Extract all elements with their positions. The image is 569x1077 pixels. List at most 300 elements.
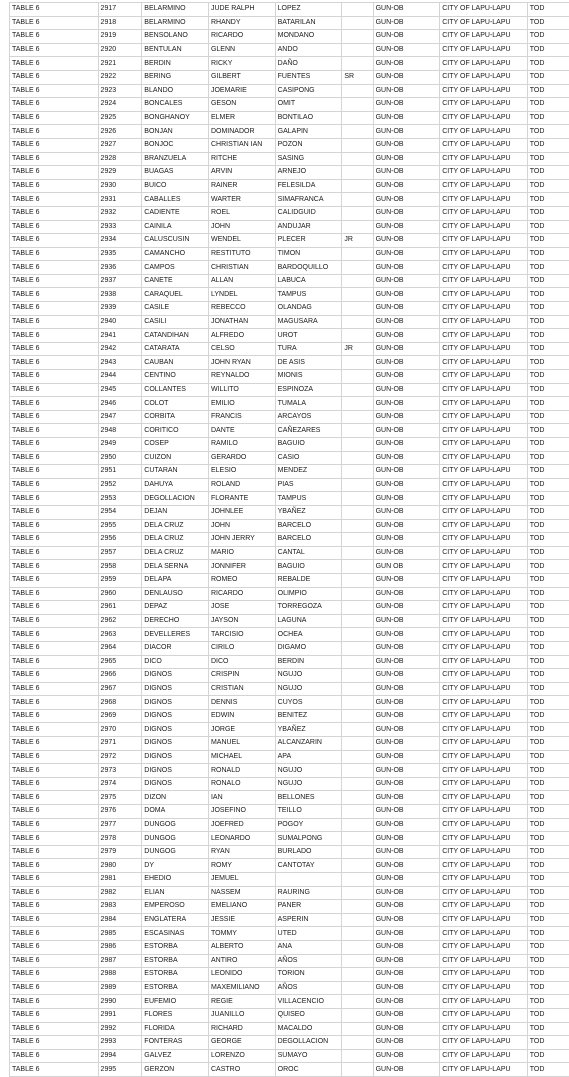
first-name-cell: LEONIDO (208, 968, 275, 982)
table-cell: TABLE 6 (10, 859, 99, 873)
first-name-cell: TARCISIO (208, 628, 275, 642)
last-name-cell: CAMANCHO (142, 247, 209, 261)
city-cell: CITY OF LAPU-LAPU (440, 832, 528, 846)
truncated-cell: TOD (527, 30, 569, 44)
truncated-cell: TOD (527, 492, 569, 506)
category-cell: GUN-OB (373, 370, 440, 384)
last-name-cell: EUFEMIO (142, 995, 209, 1009)
number-cell: 2941 (98, 329, 142, 343)
city-cell: CITY OF LAPU-LAPU (440, 954, 528, 968)
table-cell: TABLE 6 (10, 587, 99, 601)
table-cell: TABLE 6 (10, 764, 99, 778)
city-cell: CITY OF LAPU-LAPU (440, 397, 528, 411)
truncated-cell: TOD (527, 465, 569, 479)
table-row (10, 302, 569, 316)
category-cell: GUN-OB (373, 587, 440, 601)
table-row (10, 179, 569, 193)
table-row (10, 383, 569, 397)
category-cell: GUN-OB (373, 641, 440, 655)
table-cell: TABLE 6 (10, 1063, 99, 1077)
city-cell: CITY OF LAPU-LAPU (440, 302, 528, 316)
first-name-cell: RAINER (208, 179, 275, 193)
category-cell: GUN-OB (373, 274, 440, 288)
category-cell: GUN-OB (373, 111, 440, 125)
category-cell: GUN-OB (373, 737, 440, 751)
table-row (10, 601, 569, 615)
truncated-cell: TOD (527, 370, 569, 384)
number-cell: 2984 (98, 913, 142, 927)
table-row (10, 533, 569, 547)
middle-name-cell: FUENTES (275, 70, 342, 84)
city-cell: CITY OF LAPU-LAPU (440, 478, 528, 492)
last-name-cell: CORBITA (142, 410, 209, 424)
table-cell: TABLE 6 (10, 451, 99, 465)
truncated-cell: TOD (527, 206, 569, 220)
number-cell: 2971 (98, 737, 142, 751)
first-name-cell: DANTE (208, 424, 275, 438)
category-cell: GUN-OB (373, 43, 440, 57)
table-cell: TABLE 6 (10, 98, 99, 112)
truncated-cell: TOD (527, 940, 569, 954)
suffix-cell (342, 492, 373, 506)
middle-name-cell: ASPERIN (275, 913, 342, 927)
first-name-cell: CELSO (208, 342, 275, 356)
category-cell: GUN-OB (373, 968, 440, 982)
category-cell: GUN-OB (373, 696, 440, 710)
table-row (10, 410, 569, 424)
category-cell: GUN-OB (373, 152, 440, 166)
truncated-cell: TOD (527, 628, 569, 642)
suffix-cell (342, 424, 373, 438)
last-name-cell: DUNGOG (142, 818, 209, 832)
last-name-cell: DAHUYA (142, 478, 209, 492)
table-row (10, 1049, 569, 1063)
table-cell: TABLE 6 (10, 805, 99, 819)
middle-name-cell: TORREGOZA (275, 601, 342, 615)
table-cell: TABLE 6 (10, 261, 99, 275)
city-cell: CITY OF LAPU-LAPU (440, 342, 528, 356)
table-cell: TABLE 6 (10, 125, 99, 139)
number-cell: 2934 (98, 234, 142, 248)
city-cell: CITY OF LAPU-LAPU (440, 193, 528, 207)
first-name-cell: RONALO (208, 777, 275, 791)
table-row (10, 995, 569, 1009)
category-cell: GUN-OB (373, 220, 440, 234)
category-cell: GUN-OB (373, 1022, 440, 1036)
last-name-cell: DIACOR (142, 641, 209, 655)
number-cell: 2922 (98, 70, 142, 84)
city-cell: CITY OF LAPU-LAPU (440, 655, 528, 669)
number-cell: 2967 (98, 682, 142, 696)
middle-name-cell: MAGUSARA (275, 315, 342, 329)
suffix-cell (342, 682, 373, 696)
last-name-cell: DEPAZ (142, 601, 209, 615)
last-name-cell: ESTORBA (142, 968, 209, 982)
first-name-cell: ROMEO (208, 573, 275, 587)
city-cell: CITY OF LAPU-LAPU (440, 628, 528, 642)
suffix-cell (342, 954, 373, 968)
city-cell: CITY OF LAPU-LAPU (440, 98, 528, 112)
first-name-cell: JONNIFER (208, 560, 275, 574)
category-cell: GUN-OB (373, 397, 440, 411)
city-cell: CITY OF LAPU-LAPU (440, 274, 528, 288)
last-name-cell: CALUSCUSIN (142, 234, 209, 248)
last-name-cell: COLOT (142, 397, 209, 411)
table-cell: TABLE 6 (10, 818, 99, 832)
last-name-cell: CUTARAN (142, 465, 209, 479)
first-name-cell: CIRILO (208, 641, 275, 655)
table-row (10, 519, 569, 533)
middle-name-cell: BELLONES (275, 791, 342, 805)
last-name-cell: EMPEROSO (142, 900, 209, 914)
category-cell: GUN-OB (373, 927, 440, 941)
last-name-cell: ENGLATERA (142, 913, 209, 927)
number-cell: 2981 (98, 873, 142, 887)
last-name-cell: ESCASINAS (142, 927, 209, 941)
table-row (10, 573, 569, 587)
last-name-cell: GALVEZ (142, 1049, 209, 1063)
number-cell: 2919 (98, 30, 142, 44)
city-cell: CITY OF LAPU-LAPU (440, 492, 528, 506)
table-cell: TABLE 6 (10, 274, 99, 288)
city-cell: CITY OF LAPU-LAPU (440, 927, 528, 941)
last-name-cell: ESTORBA (142, 981, 209, 995)
number-cell: 2963 (98, 628, 142, 642)
city-cell: CITY OF LAPU-LAPU (440, 519, 528, 533)
category-cell: GUN-OB (373, 505, 440, 519)
number-cell: 2952 (98, 478, 142, 492)
truncated-cell: TOD (527, 791, 569, 805)
first-name-cell: CRISPIN (208, 669, 275, 683)
city-cell: CITY OF LAPU-LAPU (440, 16, 528, 30)
truncated-cell: TOD (527, 111, 569, 125)
suffix-cell (342, 465, 373, 479)
number-cell: 2978 (98, 832, 142, 846)
table-cell: TABLE 6 (10, 193, 99, 207)
suffix-cell (342, 614, 373, 628)
table-cell: TABLE 6 (10, 329, 99, 343)
city-cell: CITY OF LAPU-LAPU (440, 84, 528, 98)
suffix-cell (342, 315, 373, 329)
truncated-cell: TOD (527, 356, 569, 370)
category-cell: GUN-OB (373, 981, 440, 995)
table-cell: TABLE 6 (10, 315, 99, 329)
last-name-cell: DOMA (142, 805, 209, 819)
last-name-cell: FLORIDA (142, 1022, 209, 1036)
last-name-cell: DEVELLERES (142, 628, 209, 642)
middle-name-cell: CALIDGUID (275, 206, 342, 220)
first-name-cell: ELESIO (208, 465, 275, 479)
number-cell: 2955 (98, 519, 142, 533)
category-cell: GUN-OB (373, 138, 440, 152)
number-cell: 2958 (98, 560, 142, 574)
last-name-cell: CAUBAN (142, 356, 209, 370)
suffix-cell (342, 166, 373, 180)
suffix-cell (342, 247, 373, 261)
category-cell: GUN-OB (373, 166, 440, 180)
city-cell: CITY OF LAPU-LAPU (440, 709, 528, 723)
truncated-cell: TOD (527, 125, 569, 139)
suffix-cell (342, 3, 373, 17)
middle-name-cell: LAGUNA (275, 614, 342, 628)
category-cell: GUN-OB (373, 492, 440, 506)
suffix-cell (342, 16, 373, 30)
middle-name-cell: MENDEZ (275, 465, 342, 479)
middle-name-cell: TIMON (275, 247, 342, 261)
category-cell: GUN-OB (373, 723, 440, 737)
number-cell: 2926 (98, 125, 142, 139)
last-name-cell: DELA CRUZ (142, 546, 209, 560)
table-row (10, 125, 569, 139)
truncated-cell: TOD (527, 968, 569, 982)
truncated-cell: TOD (527, 533, 569, 547)
last-name-cell: BELARMINO (142, 3, 209, 17)
middle-name-cell: POGOY (275, 818, 342, 832)
suffix-cell (342, 764, 373, 778)
category-cell: GUN-OB (373, 478, 440, 492)
truncated-cell: TOD (527, 70, 569, 84)
middle-name-cell: NGUJO (275, 682, 342, 696)
suffix-cell (342, 601, 373, 615)
table-cell: TABLE 6 (10, 723, 99, 737)
suffix-cell (342, 478, 373, 492)
last-name-cell: DIZON (142, 791, 209, 805)
city-cell: CITY OF LAPU-LAPU (440, 587, 528, 601)
middle-name-cell: CAÑEZARES (275, 424, 342, 438)
table-row (10, 913, 569, 927)
city-cell: CITY OF LAPU-LAPU (440, 505, 528, 519)
first-name-cell: JORGE (208, 723, 275, 737)
first-name-cell: GEORGE (208, 1036, 275, 1050)
table-row (10, 274, 569, 288)
middle-name-cell: ANA (275, 940, 342, 954)
middle-name-cell: OROC (275, 1063, 342, 1077)
suffix-cell (342, 750, 373, 764)
city-cell: CITY OF LAPU-LAPU (440, 859, 528, 873)
table-row (10, 669, 569, 683)
middle-name-cell: REBALDE (275, 573, 342, 587)
truncated-cell: TOD (527, 274, 569, 288)
last-name-cell: FLORES (142, 1008, 209, 1022)
table-row (10, 30, 569, 44)
table-cell: TABLE 6 (10, 777, 99, 791)
last-name-cell: COSEP (142, 438, 209, 452)
last-name-cell: DICO (142, 655, 209, 669)
middle-name-cell: PANER (275, 900, 342, 914)
last-name-cell: ELIAN (142, 886, 209, 900)
table-cell: TABLE 6 (10, 438, 99, 452)
suffix-cell (342, 1063, 373, 1077)
category-cell: GUN-OB (373, 777, 440, 791)
table-row (10, 478, 569, 492)
last-name-cell: GERZON (142, 1063, 209, 1077)
suffix-cell (342, 179, 373, 193)
first-name-cell: JOHN (208, 519, 275, 533)
category-cell: GUN-OB (373, 125, 440, 139)
category-cell: GUN-OB (373, 1008, 440, 1022)
suffix-cell (342, 288, 373, 302)
category-cell: GUN-OB (373, 859, 440, 873)
middle-name-cell: PLECER (275, 234, 342, 248)
table-cell: TABLE 6 (10, 356, 99, 370)
truncated-cell: TOD (527, 57, 569, 71)
number-cell: 2932 (98, 206, 142, 220)
last-name-cell: CASILI (142, 315, 209, 329)
truncated-cell: TOD (527, 193, 569, 207)
table-cell: TABLE 6 (10, 111, 99, 125)
truncated-cell: TOD (527, 777, 569, 791)
category-cell: GUN-OB (373, 84, 440, 98)
table-row (10, 166, 569, 180)
first-name-cell: WILLITO (208, 383, 275, 397)
middle-name-cell: SIMAFRANCA (275, 193, 342, 207)
first-name-cell: MANUEL (208, 737, 275, 751)
table-row (10, 587, 569, 601)
suffix-cell (342, 30, 373, 44)
truncated-cell: TOD (527, 166, 569, 180)
suffix-cell (342, 981, 373, 995)
city-cell: CITY OF LAPU-LAPU (440, 288, 528, 302)
city-cell: CITY OF LAPU-LAPU (440, 220, 528, 234)
first-name-cell: JOSE (208, 601, 275, 615)
category-cell: GUN-OB (373, 179, 440, 193)
table-cell: TABLE 6 (10, 845, 99, 859)
city-cell: CITY OF LAPU-LAPU (440, 873, 528, 887)
suffix-cell (342, 370, 373, 384)
table-cell: TABLE 6 (10, 737, 99, 751)
suffix-cell (342, 995, 373, 1009)
middle-name-cell (275, 873, 342, 887)
number-cell: 2924 (98, 98, 142, 112)
last-name-cell: BLANDO (142, 84, 209, 98)
category-cell: GUN-OB (373, 655, 440, 669)
category-cell: GUN-OB (373, 886, 440, 900)
city-cell: CITY OF LAPU-LAPU (440, 3, 528, 17)
truncated-cell: TOD (527, 669, 569, 683)
category-cell: GUN-OB (373, 30, 440, 44)
middle-name-cell: BATARILAN (275, 16, 342, 30)
table-row (10, 696, 569, 710)
truncated-cell: TOD (527, 886, 569, 900)
table-cell: TABLE 6 (10, 16, 99, 30)
truncated-cell: TOD (527, 818, 569, 832)
truncated-cell: TOD (527, 1049, 569, 1063)
first-name-cell: FRANCIS (208, 410, 275, 424)
truncated-cell: TOD (527, 995, 569, 1009)
middle-name-cell: BONTILAO (275, 111, 342, 125)
number-cell: 2928 (98, 152, 142, 166)
first-name-cell: MICHAEL (208, 750, 275, 764)
first-name-cell: RITCHE (208, 152, 275, 166)
truncated-cell: TOD (527, 805, 569, 819)
table-row (10, 84, 569, 98)
table-cell: TABLE 6 (10, 30, 99, 44)
table-cell: TABLE 6 (10, 1036, 99, 1050)
truncated-cell: TOD (527, 288, 569, 302)
truncated-cell: TOD (527, 750, 569, 764)
table-row (10, 628, 569, 642)
number-cell: 2974 (98, 777, 142, 791)
suffix-cell (342, 628, 373, 642)
table-row (10, 723, 569, 737)
first-name-cell: EDWIN (208, 709, 275, 723)
middle-name-cell: CASIPONG (275, 84, 342, 98)
last-name-cell: DUNGOG (142, 832, 209, 846)
table-row (10, 818, 569, 832)
table-cell: TABLE 6 (10, 152, 99, 166)
middle-name-cell: RAURING (275, 886, 342, 900)
middle-name-cell: TAMPUS (275, 492, 342, 506)
middle-name-cell: ALCANZARIN (275, 737, 342, 751)
number-cell: 2962 (98, 614, 142, 628)
last-name-cell: DUNGOG (142, 845, 209, 859)
category-cell: GUN-OB (373, 438, 440, 452)
middle-name-cell: BURLADO (275, 845, 342, 859)
truncated-cell: TOD (527, 927, 569, 941)
table-row (10, 370, 569, 384)
first-name-cell: GERARDO (208, 451, 275, 465)
category-cell: GUN-OB (373, 573, 440, 587)
middle-name-cell: OCHEA (275, 628, 342, 642)
truncated-cell: TOD (527, 383, 569, 397)
middle-name-cell: TORION (275, 968, 342, 982)
city-cell: CITY OF LAPU-LAPU (440, 845, 528, 859)
category-cell: GUN-OB (373, 70, 440, 84)
truncated-cell: TOD (527, 546, 569, 560)
middle-name-cell: BAGUIO (275, 560, 342, 574)
table-cell: TABLE 6 (10, 247, 99, 261)
first-name-cell: JUANILLO (208, 1008, 275, 1022)
table-row (10, 193, 569, 207)
truncated-cell: TOD (527, 913, 569, 927)
middle-name-cell: ANDUJAR (275, 220, 342, 234)
truncated-cell: TOD (527, 1063, 569, 1077)
number-cell: 2959 (98, 573, 142, 587)
table-row (10, 886, 569, 900)
truncated-cell: TOD (527, 587, 569, 601)
table-cell: TABLE 6 (10, 166, 99, 180)
table-row (10, 750, 569, 764)
first-name-cell: ANTIRO (208, 954, 275, 968)
category-cell: GUN OB (373, 560, 440, 574)
number-cell: 2961 (98, 601, 142, 615)
suffix-cell (342, 669, 373, 683)
first-name-cell: ALBERTO (208, 940, 275, 954)
truncated-cell: TOD (527, 342, 569, 356)
first-name-cell: JOHN JERRY (208, 533, 275, 547)
table-cell: TABLE 6 (10, 288, 99, 302)
middle-name-cell: PIAS (275, 478, 342, 492)
table-row (10, 451, 569, 465)
middle-name-cell: TUMALA (275, 397, 342, 411)
last-name-cell: BUICO (142, 179, 209, 193)
first-name-cell: CHRISTIAN IAN (208, 138, 275, 152)
middle-name-cell: TURA (275, 342, 342, 356)
suffix-cell (342, 84, 373, 98)
middle-name-cell: TEILLO (275, 805, 342, 819)
table-row (10, 505, 569, 519)
number-cell: 2994 (98, 1049, 142, 1063)
table-row (10, 859, 569, 873)
table-cell: TABLE 6 (10, 70, 99, 84)
category-cell: GUN-OB (373, 546, 440, 560)
number-cell: 2980 (98, 859, 142, 873)
truncated-cell: TOD (527, 505, 569, 519)
table-cell: TABLE 6 (10, 1022, 99, 1036)
table-cell: TABLE 6 (10, 791, 99, 805)
spreadsheet-sheet (0, 2, 540, 1020)
suffix-cell (342, 791, 373, 805)
